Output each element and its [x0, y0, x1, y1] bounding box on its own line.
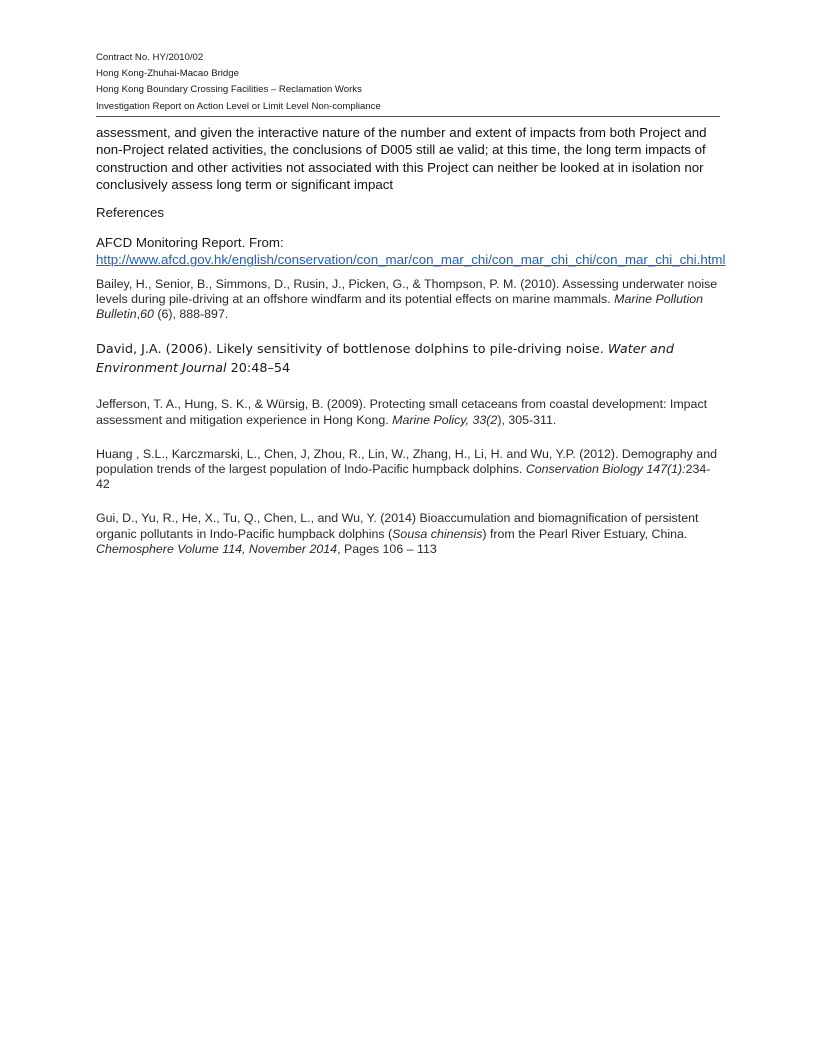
- reference-jefferson-pages: ), 305-311.: [497, 412, 557, 427]
- reference-bailey-text: Bailey, H., Senior, B., Simmons, D., Rusin, J., Picken, G., & Thompson, P. M. (2010). Assessing underwater noise levels during pile-driving at an offshore windfarm and its potential effects on marine mammals.: [96, 276, 718, 307]
- header-project-name: Hong Kong-Zhuhai-Macao Bridge: [96, 68, 239, 80]
- reference-david-journal: Water and Environment Journal: [96, 342, 675, 377]
- reference-bailey-journal: Marine Pollution Bulletin: [96, 292, 703, 322]
- reference-jefferson-journal: Marine Policy, 33(2: [392, 412, 498, 427]
- reference-bailey-sep: ,: [136, 307, 141, 322]
- reference-afcd: [96, 234, 726, 269]
- reference-david-pages: 20:48–54: [226, 361, 291, 377]
- reference-gui-journal: Chemosphere Volume 114, November 2014: [96, 541, 338, 556]
- header-facilities: Hong Kong Boundary Crossing Facilities – Reclamation Works: [96, 84, 362, 96]
- reference-david: [96, 340, 720, 378]
- reference-huang-pages: 234-42: [96, 462, 711, 492]
- page-header: [96, 50, 720, 117]
- reference-huang-journal: Conservation Biology 147(1):: [525, 462, 686, 477]
- reference-bailey-pages: (6), 888-897.: [153, 307, 229, 322]
- reference-afcd-text: AFCD Monitoring Report. From:: [96, 235, 284, 251]
- reference-david-text: David, J.A. (2006). Likely sensitivity of bottlenose dolphins to pile-driving noise.: [96, 342, 608, 358]
- reference-gui-pages: , Pages 106 – 113: [337, 541, 437, 556]
- reference-huang-text: Huang , S.L., Karczmarski, L., Chen, J, Zhou, R., Lin, W., Zhang, H., Li, H. and Wu, Y.P. (2012). Demography and population trends of the largest population of Indo-Pacific humpback dolphins.: [96, 446, 717, 477]
- reference-huang: [96, 447, 720, 493]
- reference-jefferson-text: Jefferson, T. A., Hung, S. K., & Würsig, B. (2009). Protecting small cetaceans from coastal development: Impact assessment and mitigation experience in Hong Kong.: [96, 397, 708, 427]
- document-body: [96, 124, 726, 557]
- reference-gui-text: Gui, D., Yu, R., He, X., Tu, Q., Chen, L., and Wu, Y. (2014) Bioaccumulation and biomagnification of persistent organic pollutants in Indo-Pacific humpback dolphins (: [96, 511, 699, 541]
- intro-paragraph: assessment, and given the interactive nature of the number and extent of impacts from both Project and non-Project related activities, the conclusions of D005 still ae valid; at this time, the long term impacts of construction and other activities not associated with this Project can neither be looked at in isolation nor conclusively assess long term or significant impact: [96, 125, 707, 193]
- references-heading: References: [96, 204, 164, 220]
- reference-bailey-volume: 60: [140, 307, 154, 322]
- reference-gui-species: Sousa chinensis: [392, 526, 483, 541]
- reference-gui-mid: ) from the Pearl River Estuary, China.: [482, 526, 688, 541]
- reference-gui: [96, 511, 720, 557]
- reference-afcd-link[interactable]: http://www.afcd.gov.hk/english/conservation/con_mar/con_mar_chi/con_mar_chi_chi/con_mar_chi_chi.html: [96, 252, 726, 268]
- reference-jefferson: [96, 397, 720, 427]
- header-contract-no: Contract No. HY/2010/02: [96, 52, 204, 63]
- header-report-title: Investigation Report on Action Level or Limit Level Non-compliance: [96, 100, 381, 112]
- reference-bailey: [96, 277, 720, 323]
